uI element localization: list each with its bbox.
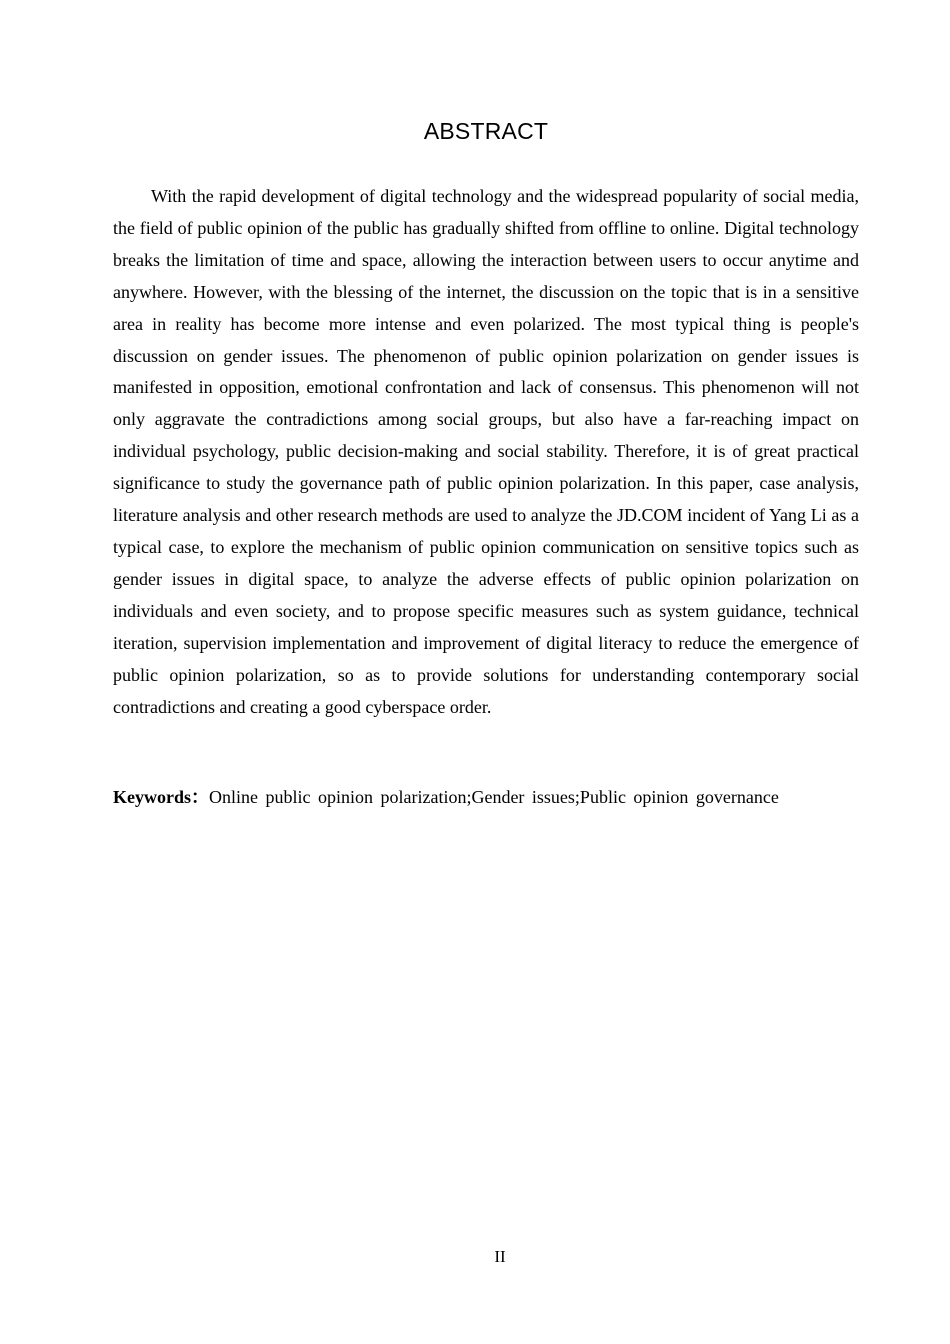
keywords-line: [113, 784, 873, 810]
keywords-text: Online public opinion polarization;Gender issues;Public opinion governance: [209, 787, 779, 807]
abstract-title: ABSTRACT: [423, 118, 549, 144]
abstract-body: With the rapid development of digital technology and the widespread popularity of social media, the field of public opinion of the public has gradually shifted from offline to online. Digital technology breaks the limitation of time and space, allowing the interaction between users to occur anytime and anywhere. However, with the blessing of the internet, the discussion on the topic that is in a sensitive area in reality has become more intense and even polarized. The most typical thing is people's discussion on gender issues. The phenomenon of public opinion polarization on gender issues is manifested in opposition, emotional confrontation and lack of consensus. This phenomenon will not only aggravate the contradictions among social groups, but also have a far-reaching impact on individual psychology, public decision-making and social stability. Therefore, it is of great practical significance to study the governance path of public opinion polarization. In this paper, case analysis, literature analysis and other research methods are used to analyze the JD.COM incident of Yang Li as a typical case, to explore the mechanism of public opinion communication on sensitive topics such as gender issues in digital space, to analyze the adverse effects of public opinion polarization on individuals and even society, and to propose specific measures such as system guidance, technical iteration, supervision implementation and improvement of digital literacy to reduce the emergence of public opinion polarization, so as to provide solutions for understanding contemporary social contradictions and creating a good cyberspace order.: [113, 186, 859, 717]
page-number: II: [494, 1247, 506, 1266]
keywords-label: Keywords：: [113, 787, 209, 807]
